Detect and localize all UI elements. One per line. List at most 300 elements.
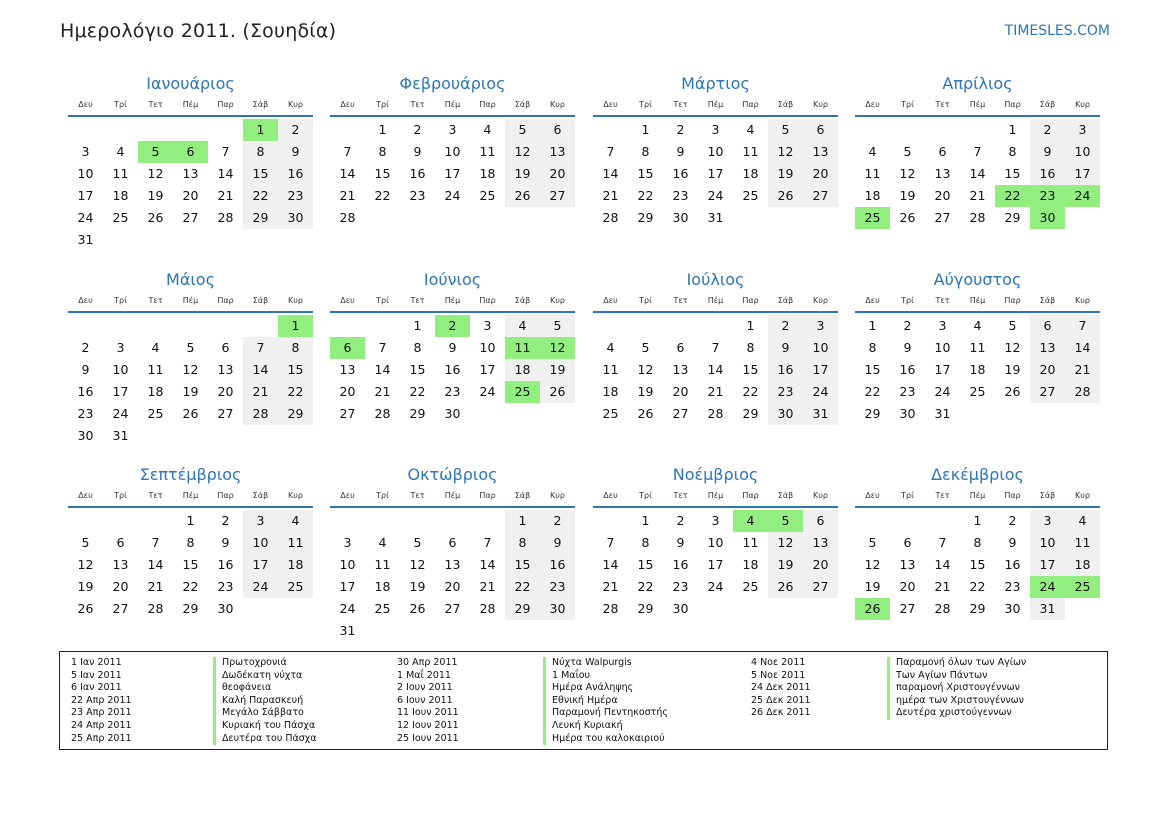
- day-cell: 24: [112, 406, 129, 421]
- day-cell: 8: [505, 532, 540, 554]
- day-cell: 1: [186, 513, 195, 528]
- empty-cell: [173, 119, 208, 141]
- weekday-label: Δευ: [340, 491, 355, 500]
- month-block: [330, 266, 575, 425]
- day-cell: 12: [409, 557, 426, 572]
- day-cell: 10: [479, 340, 496, 355]
- holiday-name: Μεγάλο Σάββατο: [213, 707, 317, 720]
- weekday-label: Τετ: [410, 491, 425, 500]
- day-grid: [68, 510, 313, 620]
- day-cell: 11: [742, 535, 759, 550]
- day-cell: 27: [540, 185, 575, 207]
- weekday-label: Τετ: [148, 100, 163, 109]
- day-cell: 4: [505, 315, 540, 337]
- weekday-header: [855, 98, 1100, 112]
- day-cell: 16: [1004, 557, 1021, 572]
- day-grid: [855, 510, 1100, 620]
- day-cell: 31: [934, 406, 951, 421]
- day-cell: 7: [221, 144, 230, 159]
- day-cell: 14: [602, 166, 619, 181]
- weekday-label: Τετ: [673, 100, 688, 109]
- day-cell: 2: [903, 318, 912, 333]
- day-cell: 28: [602, 601, 619, 616]
- day-cell: 26: [540, 381, 575, 403]
- day-cell: 8: [868, 340, 877, 355]
- day-cell: 12: [864, 557, 881, 572]
- day-cell: 21: [243, 381, 278, 403]
- day-cell: 7: [378, 340, 387, 355]
- holiday-day-cell: 6: [330, 337, 365, 359]
- day-cell: 15: [278, 359, 313, 381]
- holiday-date: 6 Ιαν 2011: [71, 682, 122, 694]
- empty-cell: [68, 119, 103, 141]
- holiday-list: [59, 651, 1108, 750]
- day-cell: 25: [374, 601, 391, 616]
- day-cell: 19: [505, 163, 540, 185]
- day-cell: 24: [77, 210, 94, 225]
- empty-cell: [103, 315, 138, 337]
- day-cell: 15: [637, 557, 654, 572]
- weekday-label: Τετ: [410, 100, 425, 109]
- day-cell: 8: [641, 144, 650, 159]
- day-cell: 10: [1030, 532, 1065, 554]
- empty-cell: [68, 510, 103, 532]
- day-cell: 26: [637, 406, 654, 421]
- weekday-label: Τρί: [376, 491, 389, 500]
- day-cell: 13: [672, 362, 689, 377]
- day-cell: 9: [413, 144, 422, 159]
- weekday-label: Πέμ: [707, 296, 724, 305]
- day-cell: 26: [505, 185, 540, 207]
- month-block: [68, 266, 313, 447]
- weekday-label: Παρ: [479, 100, 496, 109]
- empty-cell: [330, 119, 365, 141]
- day-cell: 21: [217, 188, 234, 203]
- empty-cell: [208, 315, 243, 337]
- empty-cell: [960, 119, 995, 141]
- day-cell: 9: [768, 337, 803, 359]
- weekday-label: Παρ: [217, 491, 234, 500]
- day-cell: 21: [374, 384, 391, 399]
- day-cell: 13: [899, 557, 916, 572]
- day-cell: 17: [112, 384, 129, 399]
- weekday-label: Τρί: [639, 491, 652, 500]
- day-cell: 7: [243, 337, 278, 359]
- day-cell: 23: [444, 384, 461, 399]
- day-cell: 13: [540, 141, 575, 163]
- weekday-header: [593, 98, 838, 112]
- month-divider: [330, 506, 575, 508]
- day-cell: 5: [413, 535, 422, 550]
- holiday-day-cell: 25: [1065, 576, 1100, 598]
- day-cell: 23: [899, 384, 916, 399]
- day-cell: 16: [672, 166, 689, 181]
- day-cell: 31: [339, 623, 356, 638]
- day-cell: 15: [374, 166, 391, 181]
- day-cell: 16: [217, 557, 234, 572]
- day-cell: 3: [1065, 119, 1100, 141]
- month-block: [855, 266, 1100, 425]
- day-cell: 25: [479, 188, 496, 203]
- day-cell: 4: [746, 122, 755, 137]
- day-cell: 16: [768, 359, 803, 381]
- holiday-name: Δωδέκατη νύχτα: [213, 670, 317, 683]
- day-cell: 16: [540, 554, 575, 576]
- page-title: Ημερολόγιο 2011. (Σουηδία): [60, 20, 337, 42]
- holiday-date: 2 Ιουν 2011: [397, 682, 453, 694]
- month-block: [855, 461, 1100, 620]
- day-cell: 15: [969, 557, 986, 572]
- day-cell: 18: [864, 188, 881, 203]
- weekday-label: Τρί: [901, 296, 914, 305]
- day-cell: 31: [1030, 598, 1065, 620]
- weekday-header: [855, 294, 1100, 308]
- month-name: Ιούνιος: [423, 270, 482, 289]
- day-grid: [330, 315, 575, 425]
- weekday-label: Δευ: [603, 491, 618, 500]
- day-cell: 3: [1030, 510, 1065, 532]
- day-cell: 11: [742, 144, 759, 159]
- day-cell: 3: [116, 340, 125, 355]
- empty-cell: [593, 315, 628, 337]
- day-cell: 1: [641, 122, 650, 137]
- day-cell: 6: [938, 144, 947, 159]
- weekday-label: Τρί: [376, 296, 389, 305]
- day-cell: 13: [217, 362, 234, 377]
- day-cell: 23: [409, 188, 426, 203]
- day-cell: 17: [243, 554, 278, 576]
- day-cell: 18: [602, 384, 619, 399]
- day-cell: 7: [151, 535, 160, 550]
- holiday-date: 12 Ιουν 2011: [397, 719, 459, 731]
- weekday-label: Κυρ: [288, 100, 303, 109]
- weekday-label: Κυρ: [550, 100, 565, 109]
- weekday-label: Τετ: [410, 296, 425, 305]
- weekday-label: Πέμ: [969, 491, 986, 500]
- month-divider: [330, 115, 575, 117]
- day-cell: 22: [243, 185, 278, 207]
- holiday-date: 23 Απρ 2011: [71, 707, 132, 719]
- day-cell: 6: [803, 119, 838, 141]
- holiday-name: Παραμονή Πεντηκοστής: [543, 707, 668, 720]
- day-cell: 3: [343, 535, 352, 550]
- day-cell: 14: [707, 362, 724, 377]
- month-block: [68, 461, 313, 620]
- day-cell: 27: [899, 601, 916, 616]
- day-cell: 24: [707, 579, 724, 594]
- holiday-date-column: [397, 657, 459, 745]
- day-cell: 10: [339, 557, 356, 572]
- day-cell: 14: [479, 557, 496, 572]
- day-cell: 19: [637, 384, 654, 399]
- day-cell: 5: [641, 340, 650, 355]
- day-cell: 10: [707, 535, 724, 550]
- day-cell: 27: [444, 601, 461, 616]
- day-cell: 29: [742, 406, 759, 421]
- day-cell: 1: [413, 318, 422, 333]
- day-cell: 6: [1030, 315, 1065, 337]
- month-divider: [68, 311, 313, 313]
- day-cell: 19: [768, 554, 803, 576]
- day-cell: 22: [864, 384, 881, 399]
- weekday-label: Παρ: [217, 100, 234, 109]
- weekday-label: Πέμ: [182, 491, 199, 500]
- holiday-day-cell: 12: [540, 337, 575, 359]
- day-cell: 21: [479, 579, 496, 594]
- day-cell: 11: [147, 362, 164, 377]
- holiday-day-cell: 22: [995, 185, 1030, 207]
- empty-cell: [470, 510, 505, 532]
- weekday-label: Παρ: [479, 296, 496, 305]
- day-cell: 24: [803, 381, 838, 403]
- day-cell: 2: [676, 122, 685, 137]
- holiday-name-column: [543, 657, 668, 745]
- day-cell: 7: [1065, 315, 1100, 337]
- day-cell: 23: [768, 381, 803, 403]
- month-name: Φεβρουάριος: [399, 74, 506, 93]
- holiday-day-cell: 23: [1030, 185, 1065, 207]
- day-cell: 6: [676, 340, 685, 355]
- day-cell: 6: [803, 510, 838, 532]
- day-cell: 9: [676, 144, 685, 159]
- day-cell: 9: [221, 535, 230, 550]
- day-cell: 10: [934, 340, 951, 355]
- day-cell: 6: [116, 535, 125, 550]
- empty-cell: [330, 510, 365, 532]
- holiday-name-column: [887, 657, 1026, 720]
- day-cell: 3: [448, 122, 457, 137]
- day-cell: 16: [1030, 163, 1065, 185]
- day-grid: [593, 119, 838, 229]
- weekday-header: [855, 489, 1100, 503]
- day-cell: 30: [77, 428, 94, 443]
- day-cell: 8: [243, 141, 278, 163]
- day-cell: 19: [182, 384, 199, 399]
- day-cell: 25: [278, 576, 313, 598]
- day-cell: 12: [899, 166, 916, 181]
- day-cell: 13: [934, 166, 951, 181]
- day-cell: 8: [641, 535, 650, 550]
- day-cell: 17: [479, 362, 496, 377]
- day-cell: 12: [637, 362, 654, 377]
- day-cell: 20: [339, 384, 356, 399]
- day-cell: 31: [707, 210, 724, 225]
- holiday-name: Λευκή Κυριακή: [543, 720, 668, 733]
- day-cell: 22: [637, 188, 654, 203]
- day-cell: 13: [803, 532, 838, 554]
- holiday-day-cell: 1: [243, 119, 278, 141]
- day-cell: 1: [378, 122, 387, 137]
- day-cell: 6: [540, 119, 575, 141]
- day-cell: 24: [479, 384, 496, 399]
- day-cell: 7: [711, 340, 720, 355]
- weekday-label: Τρί: [901, 100, 914, 109]
- weekday-label: Κυρ: [813, 100, 828, 109]
- day-cell: 22: [182, 579, 199, 594]
- weekday-label: Σάβ: [514, 491, 531, 500]
- holiday-date-column: [751, 657, 811, 720]
- weekday-label: Πέμ: [707, 491, 724, 500]
- day-cell: 26: [768, 576, 803, 598]
- weekday-label: Σάβ: [777, 296, 794, 305]
- weekday-label: Δευ: [865, 100, 880, 109]
- weekday-label: Δευ: [865, 491, 880, 500]
- day-grid: [68, 119, 313, 251]
- day-cell: 21: [602, 188, 619, 203]
- month-divider: [68, 115, 313, 117]
- day-cell: 2: [540, 510, 575, 532]
- day-cell: 31: [77, 232, 94, 247]
- day-cell: 20: [803, 163, 838, 185]
- weekday-header: [68, 98, 313, 112]
- day-cell: 5: [1008, 318, 1017, 333]
- site-link[interactable]: TIMESLES.COM: [1004, 23, 1110, 39]
- day-cell: 28: [217, 210, 234, 225]
- day-grid: [855, 119, 1100, 229]
- day-cell: 8: [973, 535, 982, 550]
- day-cell: 9: [676, 535, 685, 550]
- day-cell: 30: [899, 406, 916, 421]
- day-cell: 12: [1004, 340, 1021, 355]
- day-cell: 14: [602, 557, 619, 572]
- day-cell: 14: [217, 166, 234, 181]
- empty-cell: [890, 510, 925, 532]
- weekday-header: [330, 489, 575, 503]
- day-cell: 5: [505, 119, 540, 141]
- weekday-label: Δευ: [603, 296, 618, 305]
- holiday-day-cell: 30: [1030, 207, 1065, 229]
- day-cell: 21: [1065, 359, 1100, 381]
- day-cell: 19: [899, 188, 916, 203]
- weekday-label: Σάβ: [1039, 296, 1056, 305]
- day-cell: 15: [637, 166, 654, 181]
- day-cell: 22: [742, 384, 759, 399]
- day-cell: 31: [803, 403, 838, 425]
- weekday-label: Τετ: [148, 491, 163, 500]
- day-cell: 8: [1008, 144, 1017, 159]
- day-cell: 5: [868, 535, 877, 550]
- weekday-label: Τρί: [376, 100, 389, 109]
- empty-cell: [890, 119, 925, 141]
- day-grid: [855, 315, 1100, 425]
- month-block: [855, 70, 1100, 229]
- month-name: Σεπτέμβριος: [139, 465, 242, 484]
- day-cell: 16: [278, 163, 313, 185]
- day-grid: [330, 119, 575, 229]
- day-cell: 11: [602, 362, 619, 377]
- day-cell: 28: [243, 403, 278, 425]
- day-cell: 30: [1004, 601, 1021, 616]
- day-cell: 19: [540, 359, 575, 381]
- day-cell: 25: [602, 406, 619, 421]
- day-cell: 26: [409, 601, 426, 616]
- day-cell: 13: [803, 141, 838, 163]
- day-cell: 17: [77, 188, 94, 203]
- weekday-label: Πέμ: [182, 100, 199, 109]
- day-cell: 2: [278, 119, 313, 141]
- day-cell: 17: [339, 579, 356, 594]
- weekday-label: Παρ: [742, 100, 759, 109]
- day-cell: 27: [339, 406, 356, 421]
- holiday-date: 6 Ιουν 2011: [397, 694, 453, 706]
- month-divider: [330, 311, 575, 313]
- day-cell: 20: [803, 554, 838, 576]
- day-cell: 31: [112, 428, 129, 443]
- day-cell: 11: [1065, 532, 1100, 554]
- month-block: [593, 461, 838, 620]
- weekday-label: Δευ: [603, 100, 618, 109]
- weekday-label: Τρί: [114, 100, 127, 109]
- weekday-label: Τετ: [935, 100, 950, 109]
- day-cell: 19: [147, 188, 164, 203]
- day-cell: 6: [903, 535, 912, 550]
- day-cell: 30: [672, 210, 689, 225]
- month-name: Μάρτιος: [681, 74, 750, 93]
- holiday-date: 25 Δεκ 2011: [751, 694, 811, 706]
- day-cell: 22: [374, 188, 391, 203]
- holiday-name: Ημέρα Ανάληψης: [543, 682, 668, 695]
- day-cell: 26: [1004, 384, 1021, 399]
- weekday-label: Κυρ: [813, 491, 828, 500]
- holiday-date: 11 Ιουν 2011: [397, 707, 459, 719]
- day-cell: 28: [147, 601, 164, 616]
- day-cell: 28: [374, 406, 391, 421]
- day-cell: 29: [637, 210, 654, 225]
- holiday-name: Νύχτα Walpurgis: [543, 657, 668, 670]
- day-cell: 6: [221, 340, 230, 355]
- weekday-label: Κυρ: [1075, 100, 1090, 109]
- day-cell: 17: [1065, 163, 1100, 185]
- day-cell: 10: [803, 337, 838, 359]
- day-cell: 30: [217, 601, 234, 616]
- day-cell: 23: [77, 406, 94, 421]
- day-cell: 22: [637, 579, 654, 594]
- holiday-day-cell: 5: [768, 510, 803, 532]
- day-cell: 5: [768, 119, 803, 141]
- month-divider: [68, 506, 313, 508]
- holiday-name: ημέρα των Χριστουγέννων: [887, 695, 1026, 708]
- holiday-day-cell: 5: [138, 141, 173, 163]
- month-block: [330, 70, 575, 229]
- day-cell: 12: [505, 141, 540, 163]
- month-divider: [593, 311, 838, 313]
- weekday-label: Τετ: [935, 296, 950, 305]
- day-cell: 18: [147, 384, 164, 399]
- weekday-header: [593, 489, 838, 503]
- holiday-date: 30 Απρ 2011: [397, 657, 458, 668]
- day-cell: 17: [707, 166, 724, 181]
- day-cell: 17: [934, 362, 951, 377]
- weekday-label: Πέμ: [969, 100, 986, 109]
- day-cell: 15: [182, 557, 199, 572]
- day-cell: 15: [409, 362, 426, 377]
- day-cell: 21: [707, 384, 724, 399]
- day-cell: 24: [339, 601, 356, 616]
- day-cell: 23: [278, 185, 313, 207]
- day-cell: 2: [1030, 119, 1065, 141]
- day-cell: 18: [505, 359, 540, 381]
- day-cell: 25: [112, 210, 129, 225]
- day-cell: 14: [1065, 337, 1100, 359]
- empty-cell: [365, 315, 400, 337]
- day-cell: 13: [444, 557, 461, 572]
- holiday-date: 5 Νοε 2011: [751, 669, 806, 681]
- day-cell: 23: [540, 576, 575, 598]
- month-name: Οκτώβριος: [407, 465, 498, 484]
- day-cell: 19: [1004, 362, 1021, 377]
- empty-cell: [663, 315, 698, 337]
- month-name: Μάιος: [166, 270, 215, 289]
